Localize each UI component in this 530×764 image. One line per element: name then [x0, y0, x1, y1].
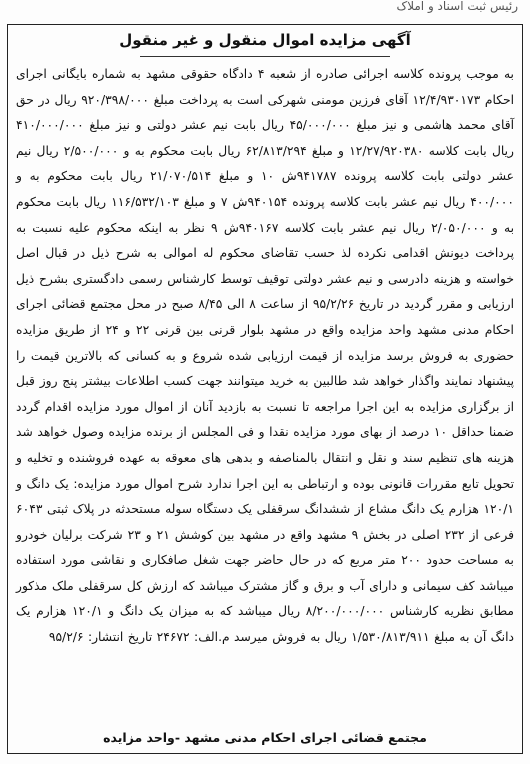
cropped-header-text: رئیس ثبت اسناد و املاک — [396, 0, 518, 13]
title-underline — [140, 56, 390, 57]
notice-signature: مجتمع قضائی اجرای احکام مدنی مشهد -واحد مزایده — [103, 730, 427, 745]
notice-body: به موجب پرونده کلاسه اجرائی صادره از شعبه ۴ دادگاه حقوقی مشهد به شماره بایگانی اجرای احکام ۱۲/۴/۹۳۰۱۷۳ آقای فرزین مومنی شهرکی است به پرداخت مبلغ ۹۲۰/۳۹۸/۰۰۰ ریال در حق آقای محمد هاشمی و نیز مبلغ ۴۵/۰۰۰/۰۰۰ ریال بابت نیم عشر دولتی و نیز مبلغ ۴۱۰/۰۰۰/۰۰۰ ریال بابت کلاسه ۱۲/۲۷/۹۲۰۳۸۰ و مبلغ ۶۲/۸۱۳/۲۹۴ ریال بابت محکوم به و ۲/۵۰۰/۰۰۰ ریال نیم عشر دولتی بابت کلاسه پرونده ۹۴۱۷۸۷ش ۱۰ و مبلغ ۲۱/۰۷۰/۵۱۴ ریال بابت محکوم به و ۴۰۰/۰۰۰ ریال نیم عشر بابت کلاسه پرونده ۹۴۰۱۵۴ش ۷ و مبلغ ۱۱۶/۵۳۲/۱۰۳ ریال بابت محکوم به و ۲/۰۵۰/۰۰۰ ریال نیم عشر بابت کلاسه ۹۴۰۱۶۷ش ۹ نظر به اینکه محکوم علیه نسبت به پرداخت دیونش اقدامی نکرده لذ حسب تقاضای محکوم له اموالی به شرح ذیل در قبال اصل خواسته و هزینه دادرسی و نیم عشر دولتی توقیف توسط کارشناس رسمی دادگستری بشرح ذیل ارزیابی و مقرر گردید در تاریخ ۹۵/۲/۲۶ از ساعت ۸ الی ۸/۴۵ صبح در محل مجتمع قضائی اجرای احکام مدنی مشهد واحد مزایده واقع در مشهد بلوار قرنی بین قرنی ۲۲ و ۲۴ از طریق مزایده حضوری به فروش برسد مزایده از قیمت ارزیابی شده شروع و به کسانی که بالاترین قیمت را پیشنهاد نمایند واگذار خواهد شد طالبین به خرید میتوانند جهت کسب اطلاعات بیشتر پنج روز قبل از برگزاری مزایده به این اجرا مراجعه تا نسبت به بازدید آنان از اموال مورد مزایده اقدام گردد ضمنا حداقل ۱۰ درصد از بهای مورد مزایده نقدا و فی المجلس از برنده مزایده وصول خواهد شد هزینه های تنظیم سند و نقل و انتقال بالمناصفه و بدهی های معوقه به عهده فروشنده و تخلیه و تحویل تابع مقررات قانونی بوده و ارتباطی به این اجرا ندارد شرح اموال مورد مزایده: یک دانگ و ۱۲۰/۱ هزارم یک دانگ مشاع از ششدانگ سرقفلی یک دستگاه سوله مستحدثه در پلاک ثبتی ۶۰۴۳ فرعی از ۲۳۲ اصلی در بخش ۹ مشهد واقع در مشهد بین کوشش ۲۱ و ۲۳ شرکت برلیان خودرو به مساحت حدود ۲۰۰ متر مربع که در حال حاضر جهت شغل صافکاری و نقاشی مورد استفاده میباشد کف سیمانی و دارای آب و برق و گاز مشترک میباشد که ارزش کل سرقفلی ملک مذکور مطابق نظریه کارشناس ۸/۲۰۰/۰۰۰/۰۰۰ ریال میباشد که به میزان یک دانگ و ۱۲۰/۱ هزارم یک دانگ آن به مبلغ ۱/۵۳۰/۸۱۳/۹۱۱ ریال به فروش میرسد م.الف: ۲۴۶۷۲ تاریخ انتشار: ۹۵/۲/۶ — [16, 67, 515, 645]
notice-title: آگهی مزایده اموال منقول و غیر منقول — [119, 31, 411, 49]
